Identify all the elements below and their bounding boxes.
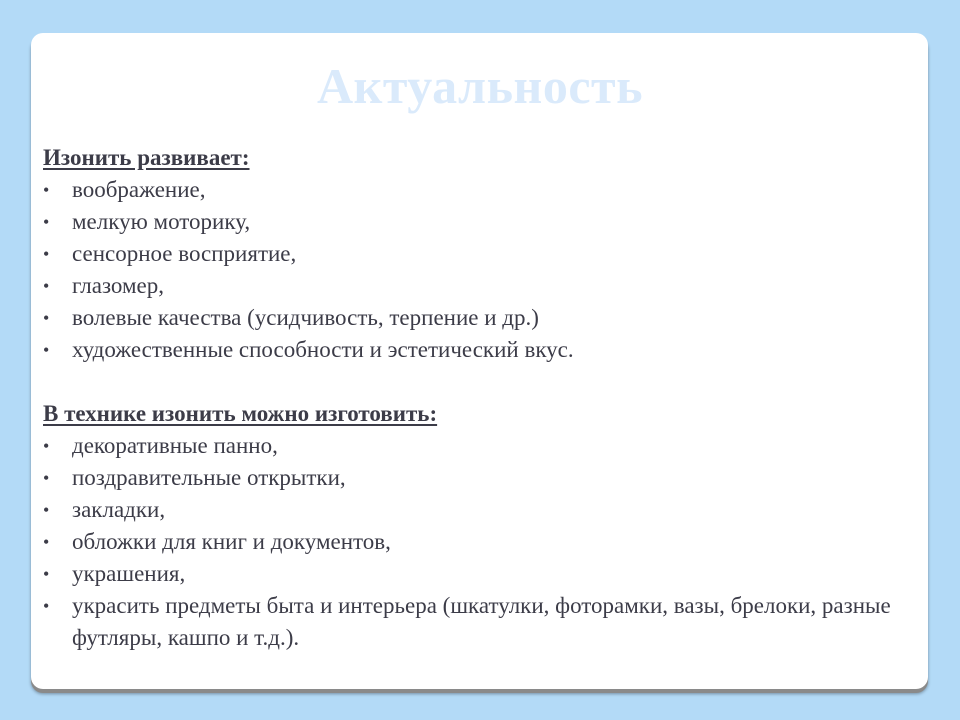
list-item-text: поздравительные открытки, xyxy=(72,465,346,490)
list-item-text: сенсорное восприятие, xyxy=(72,241,297,266)
list-item xyxy=(43,302,913,334)
develops-list xyxy=(43,174,913,366)
bullet-icon: • xyxy=(43,212,50,232)
section-spacer xyxy=(43,366,913,398)
list-item xyxy=(43,590,913,654)
list-item xyxy=(43,462,913,494)
can-make-list xyxy=(43,430,913,654)
slide-content xyxy=(43,142,913,654)
bullet-icon: • xyxy=(43,276,50,296)
list-item xyxy=(43,334,913,366)
bullet-icon: • xyxy=(43,340,50,360)
list-item-text: мелкую моторику, xyxy=(72,209,251,234)
bullet-icon: • xyxy=(43,308,50,328)
list-item xyxy=(43,270,913,302)
list-item-text: обложки для книг и документов, xyxy=(72,529,391,554)
section-heading-develops: Изонить развивает: xyxy=(43,145,250,170)
list-item-text: украшения, xyxy=(72,561,186,586)
list-item xyxy=(43,174,913,206)
list-item xyxy=(43,430,913,462)
list-item xyxy=(43,238,913,270)
bullet-icon: • xyxy=(43,244,50,264)
list-item xyxy=(43,206,913,238)
bullet-icon: • xyxy=(43,596,50,616)
bullet-icon: • xyxy=(43,532,50,552)
list-item-text: декоративные панно, xyxy=(72,433,278,458)
list-item-text: волевые качества (усидчивость, терпение и др.) xyxy=(72,305,539,330)
list-item-text: художественные способности и эстетический вкус. xyxy=(72,337,574,362)
bullet-icon: • xyxy=(43,500,50,520)
bullet-icon: • xyxy=(43,436,50,456)
list-item-text: украсить предметы быта и интерьера (шкатулки, фоторамки, вазы, брелоки, разные футляры, кашпо и т.д.). xyxy=(72,593,891,650)
bullet-icon: • xyxy=(43,468,50,488)
bullet-icon: • xyxy=(43,564,50,584)
list-item xyxy=(43,526,913,558)
list-item xyxy=(43,558,913,590)
section-heading-can-make: В технике изонить можно изготовить: xyxy=(43,401,438,426)
bullet-icon: • xyxy=(43,180,50,200)
list-item xyxy=(43,494,913,526)
list-item-text: закладки, xyxy=(72,497,166,522)
list-item-text: глазомер, xyxy=(72,273,164,298)
list-item-text: воображение, xyxy=(72,177,206,202)
slide-title: Актуальность xyxy=(316,58,644,114)
